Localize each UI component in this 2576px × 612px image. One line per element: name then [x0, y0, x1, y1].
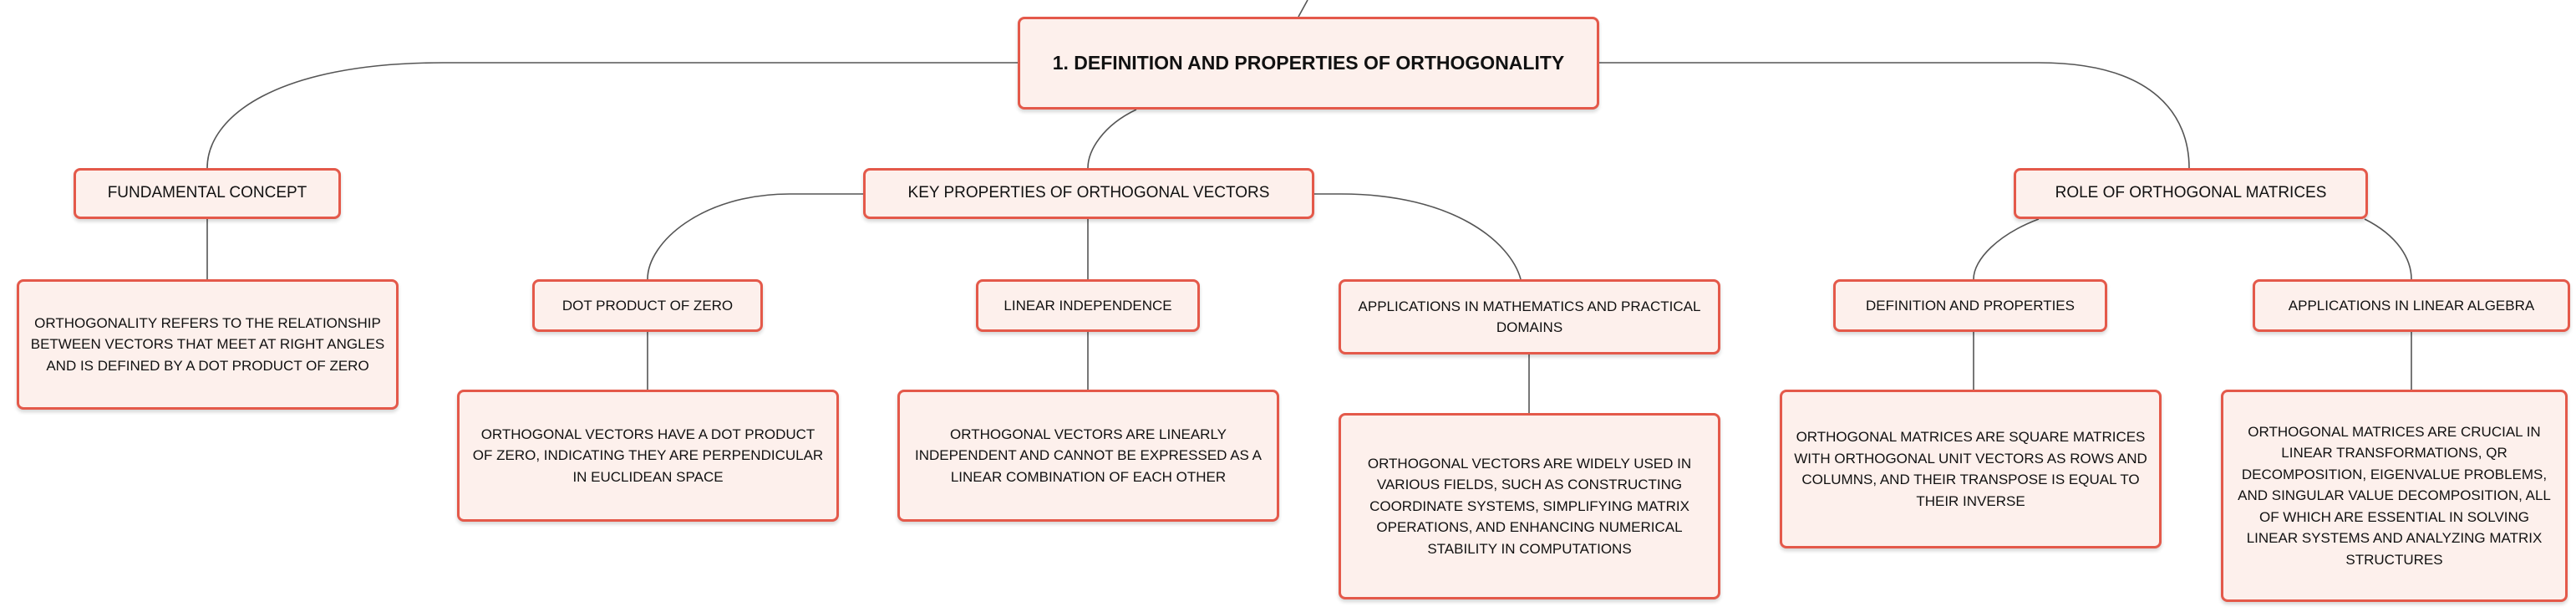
- connector-root-to-key-properties: [1088, 110, 1136, 168]
- detail-linear-independence-text: ORTHOGONAL VECTORS ARE LINEARLY INDEPENDENT AND CANNOT BE EXPRESSED AS A LINEAR COMBINATION OF EACH OTHER: [914, 426, 1263, 485]
- subtopic-applications-mathematics-label: APPLICATIONS IN MATHEMATICS AND PRACTICAL DOMAINS: [1358, 298, 1701, 335]
- subtopic-dot-product-label: DOT PRODUCT OF ZERO: [561, 297, 734, 314]
- subtopic-linear-independence[interactable]: [976, 279, 1200, 332]
- detail-applications-mathematics-text: ORTHOGONAL VECTORS ARE WIDELY USED IN VARIOUS FIELDS, SUCH AS CONSTRUCTING COORDINATE SYSTEMS, SIMPLIFYING MATRIX OPERATIONS, AND ENHANCING NUMERICAL STABILITY IN COMPUTATIONS: [1367, 455, 1692, 557]
- connector-matrices-to-definition: [1974, 219, 2039, 279]
- detail-applications-linear-algebra-text: ORTHOGONAL MATRICES ARE CRUCIAL IN LINEAR TRANSFORMATIONS, QR DECOMPOSITION, EIGENVALUE PROBLEMS, AND SINGULAR VALUE DECOMPOSITION, ALL OF WHICH ARE ESSENTIAL IN SOLVING LINEAR SYSTEMS AND ANALYZING MATRIX STRUCTURES: [2238, 423, 2551, 568]
- detail-fundamental-concept[interactable]: [17, 279, 399, 410]
- detail-dot-product[interactable]: [457, 390, 839, 522]
- detail-dot-product-text: ORTHOGONAL VECTORS HAVE A DOT PRODUCT OF ZERO, INDICATING THEY ARE PERPENDICULAR IN EUCLIDEAN SPACE: [472, 426, 824, 485]
- subtopic-dot-product[interactable]: [532, 279, 763, 332]
- topic-key-properties[interactable]: [863, 168, 1314, 219]
- connector-matrices-to-applications: [2365, 219, 2411, 279]
- connector-root-parent: [1298, 0, 1308, 17]
- detail-definition-properties-text: ORTHOGONAL MATRICES ARE SQUARE MATRICES WITH ORTHOGONAL UNIT VECTORS AS ROWS AND COLUMNS, AND THEIR TRANSPOSE IS EQUAL TO THEIR INVERSE: [1794, 429, 2147, 509]
- detail-linear-independence[interactable]: [897, 390, 1279, 522]
- subtopic-applications-linear-algebra-label: APPLICATIONS IN LINEAR ALGEBRA: [2288, 297, 2535, 314]
- subtopic-applications-mathematics[interactable]: [1339, 279, 1720, 354]
- subtopic-definition-properties-label: DEFINITION AND PROPERTIES: [1865, 297, 2075, 314]
- detail-applications-linear-algebra[interactable]: [2221, 390, 2568, 602]
- connector-root-to-fundamental: [207, 63, 1018, 168]
- topic-fundamental-concept-label: FUNDAMENTAL CONCEPT: [107, 184, 307, 202]
- topic-fundamental-concept[interactable]: [74, 168, 341, 219]
- connector-key-to-applications: [1314, 194, 1521, 279]
- connector-key-to-dot-product: [648, 194, 863, 279]
- connector-root-to-orthogonal-matrices: [1599, 63, 2189, 168]
- topic-orthogonal-matrices[interactable]: [2014, 168, 2368, 219]
- subtopic-applications-linear-algebra[interactable]: [2253, 279, 2570, 332]
- topic-key-properties-label: KEY PROPERTIES OF ORTHOGONAL VECTORS: [907, 184, 1270, 202]
- detail-applications-mathematics[interactable]: [1339, 413, 1720, 599]
- subtopic-linear-independence-label: LINEAR INDEPENDENCE: [1003, 297, 1172, 314]
- detail-definition-properties[interactable]: [1780, 390, 2162, 548]
- subtopic-definition-properties[interactable]: [1833, 279, 2107, 332]
- root-topic-label: 1. DEFINITION AND PROPERTIES OF ORTHOGONALITY: [1052, 52, 1565, 74]
- root-topic[interactable]: [1018, 17, 1599, 110]
- detail-fundamental-concept-text: ORTHOGONALITY REFERS TO THE RELATIONSHIP BETWEEN VECTORS THAT MEET AT RIGHT ANGLES AND IS DEFINED BY A DOT PRODUCT OF ZERO: [30, 314, 385, 374]
- topic-orthogonal-matrices-label: ROLE OF ORTHOGONAL MATRICES: [2055, 184, 2327, 202]
